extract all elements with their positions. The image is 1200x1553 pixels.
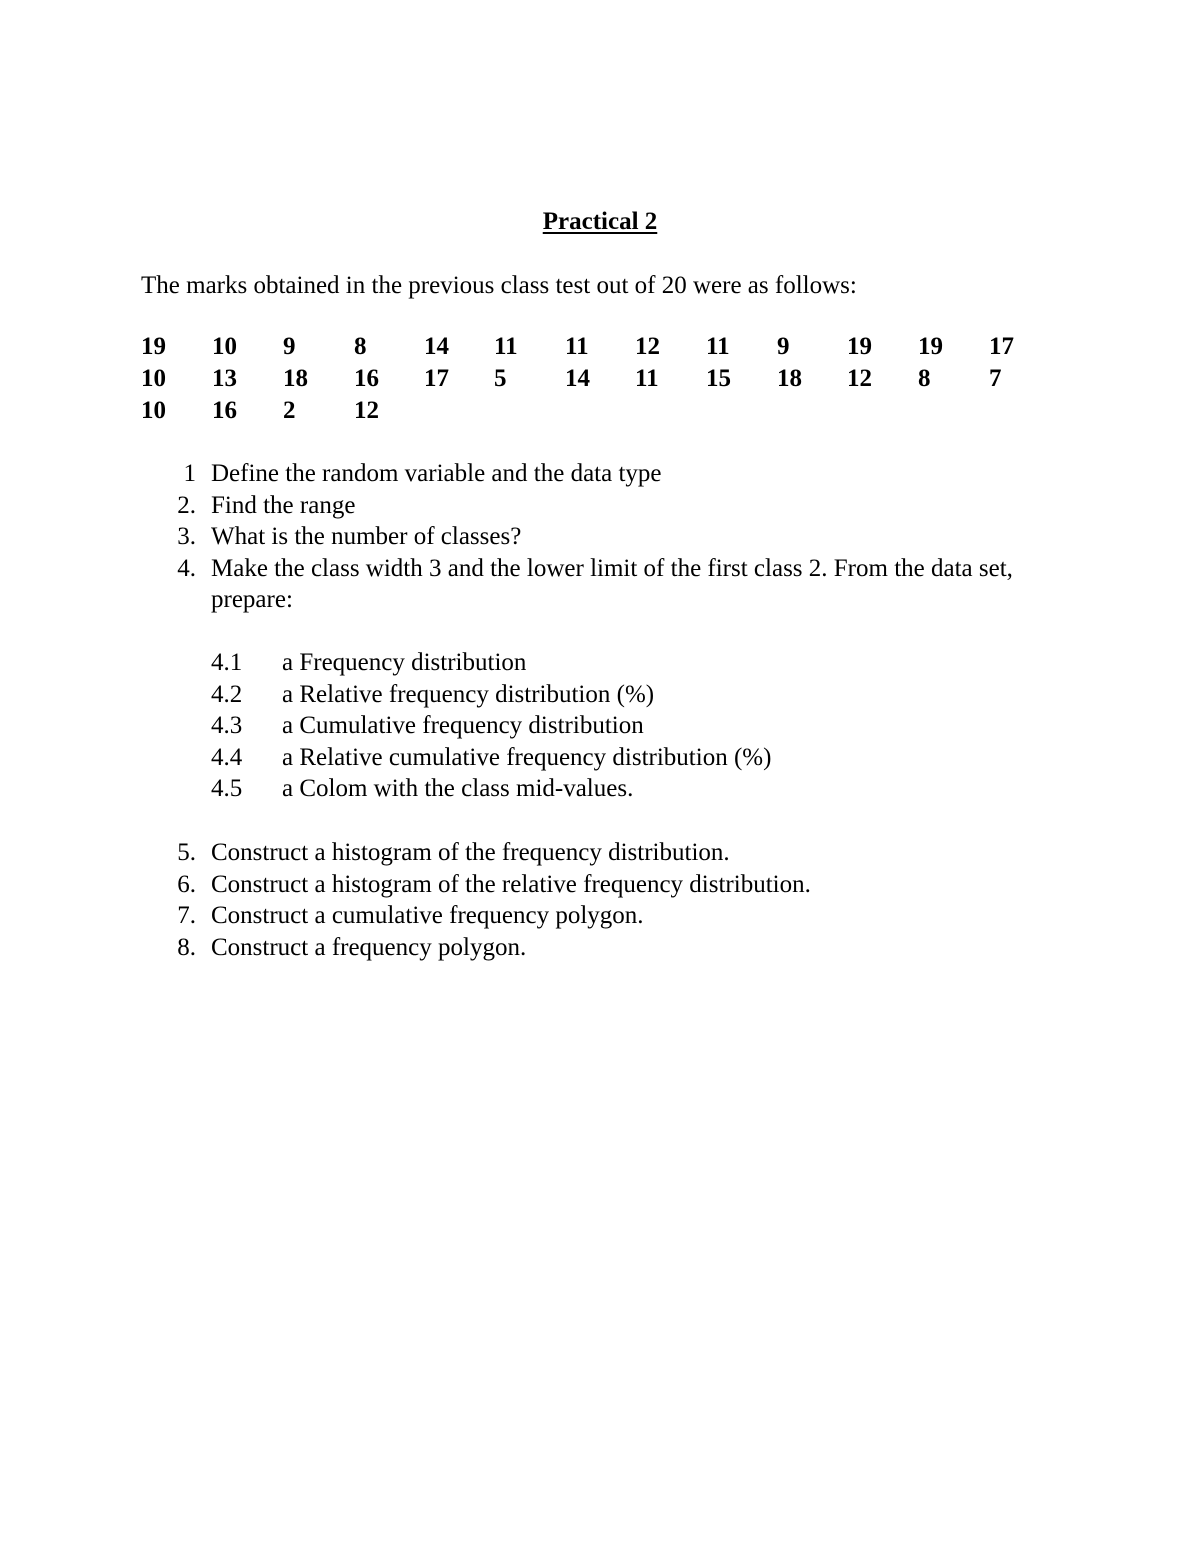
subquestion-item bbox=[0, 647, 1200, 679]
question-number: 8. bbox=[177, 933, 196, 961]
subquestion-number: 4.5 bbox=[211, 775, 243, 803]
question-text: Construct a frequency polygon. bbox=[211, 933, 527, 961]
subquestion-item bbox=[0, 742, 1200, 774]
mark-value: 8 bbox=[918, 365, 931, 392]
mark-value: 15 bbox=[706, 365, 731, 392]
subquestion-number: 4.4 bbox=[211, 743, 243, 771]
question-text: Construct a cumulative frequency polygon. bbox=[211, 902, 644, 930]
mark-value: 18 bbox=[777, 365, 802, 392]
mark-value: 12 bbox=[354, 397, 379, 424]
subquestion-text: a Colom with the class mid-values. bbox=[282, 775, 634, 803]
subquestion-list bbox=[0, 647, 1200, 805]
mark-value: 17 bbox=[424, 365, 449, 392]
question-item bbox=[0, 521, 1200, 553]
question-number: 3. bbox=[177, 523, 196, 551]
question-item bbox=[0, 837, 1200, 869]
subquestion-item bbox=[0, 710, 1200, 742]
subquestion-number: 4.2 bbox=[211, 680, 243, 708]
question-text: Find the range bbox=[211, 491, 356, 519]
mark-value: 19 bbox=[847, 333, 872, 360]
mark-value: 14 bbox=[565, 365, 590, 392]
marks-grid bbox=[0, 331, 1200, 431]
mark-value: 16 bbox=[354, 365, 379, 392]
subquestion-number: 4.3 bbox=[211, 712, 243, 740]
page-title: Practical 2 bbox=[542, 208, 658, 235]
question-item bbox=[0, 458, 1200, 490]
mark-value: 12 bbox=[635, 333, 660, 360]
question-number: 5. bbox=[177, 839, 196, 866]
question-item bbox=[0, 490, 1200, 522]
question-number: 7. bbox=[177, 902, 196, 930]
mark-value: 7 bbox=[989, 365, 1002, 392]
question-text: Make the class width 3 and the lower limit of the first class 2. From the data set, prepare: bbox=[211, 554, 1013, 614]
mark-value: 13 bbox=[212, 365, 237, 392]
question-number: 1 bbox=[183, 460, 196, 487]
question-number: 4. bbox=[177, 554, 196, 582]
mark-value: 18 bbox=[283, 365, 308, 392]
mark-value: 11 bbox=[494, 333, 518, 360]
question-number: 2. bbox=[177, 491, 196, 519]
question-item bbox=[0, 553, 1200, 616]
question-text: What is the number of classes? bbox=[211, 523, 522, 551]
question-text: Define the random variable and the data type bbox=[211, 460, 662, 487]
subquestion-text: a Frequency distribution bbox=[282, 649, 527, 676]
mark-value: 14 bbox=[424, 333, 449, 360]
mark-value: 17 bbox=[989, 333, 1014, 360]
mark-value: 19 bbox=[141, 333, 166, 360]
subquestion-text: a Relative frequency distribution (%) bbox=[282, 680, 655, 708]
mark-value: 9 bbox=[283, 333, 296, 360]
subquestion-item bbox=[0, 679, 1200, 711]
intro-text: The marks obtained in the previous class test out of 20 were as follows: bbox=[141, 272, 857, 299]
question-list-part-1 bbox=[0, 458, 1200, 616]
mark-value: 12 bbox=[847, 365, 872, 392]
question-item bbox=[0, 869, 1200, 901]
question-text: Construct a histogram of the relative frequency distribution. bbox=[211, 870, 811, 898]
subquestion-text: a Relative cumulative frequency distribution (%) bbox=[282, 743, 772, 771]
mark-value: 10 bbox=[141, 365, 166, 392]
mark-value: 16 bbox=[212, 397, 237, 424]
mark-value: 11 bbox=[565, 333, 589, 360]
mark-value: 19 bbox=[918, 333, 943, 360]
mark-value: 11 bbox=[706, 333, 730, 360]
question-text: Construct a histogram of the frequency distribution. bbox=[211, 839, 730, 866]
question-number: 6. bbox=[177, 870, 196, 898]
question-item bbox=[0, 932, 1200, 964]
mark-value: 10 bbox=[141, 397, 166, 424]
question-list-part-2 bbox=[0, 837, 1200, 963]
mark-value: 2 bbox=[283, 397, 296, 424]
mark-value: 9 bbox=[777, 333, 790, 360]
subquestion-text: a Cumulative frequency distribution bbox=[282, 712, 644, 740]
mark-value: 10 bbox=[212, 333, 237, 360]
mark-value: 11 bbox=[635, 365, 659, 392]
subquestion-item bbox=[0, 773, 1200, 805]
mark-value: 8 bbox=[354, 333, 367, 360]
question-item bbox=[0, 900, 1200, 932]
mark-value: 5 bbox=[494, 365, 507, 392]
subquestion-number: 4.1 bbox=[211, 649, 243, 676]
